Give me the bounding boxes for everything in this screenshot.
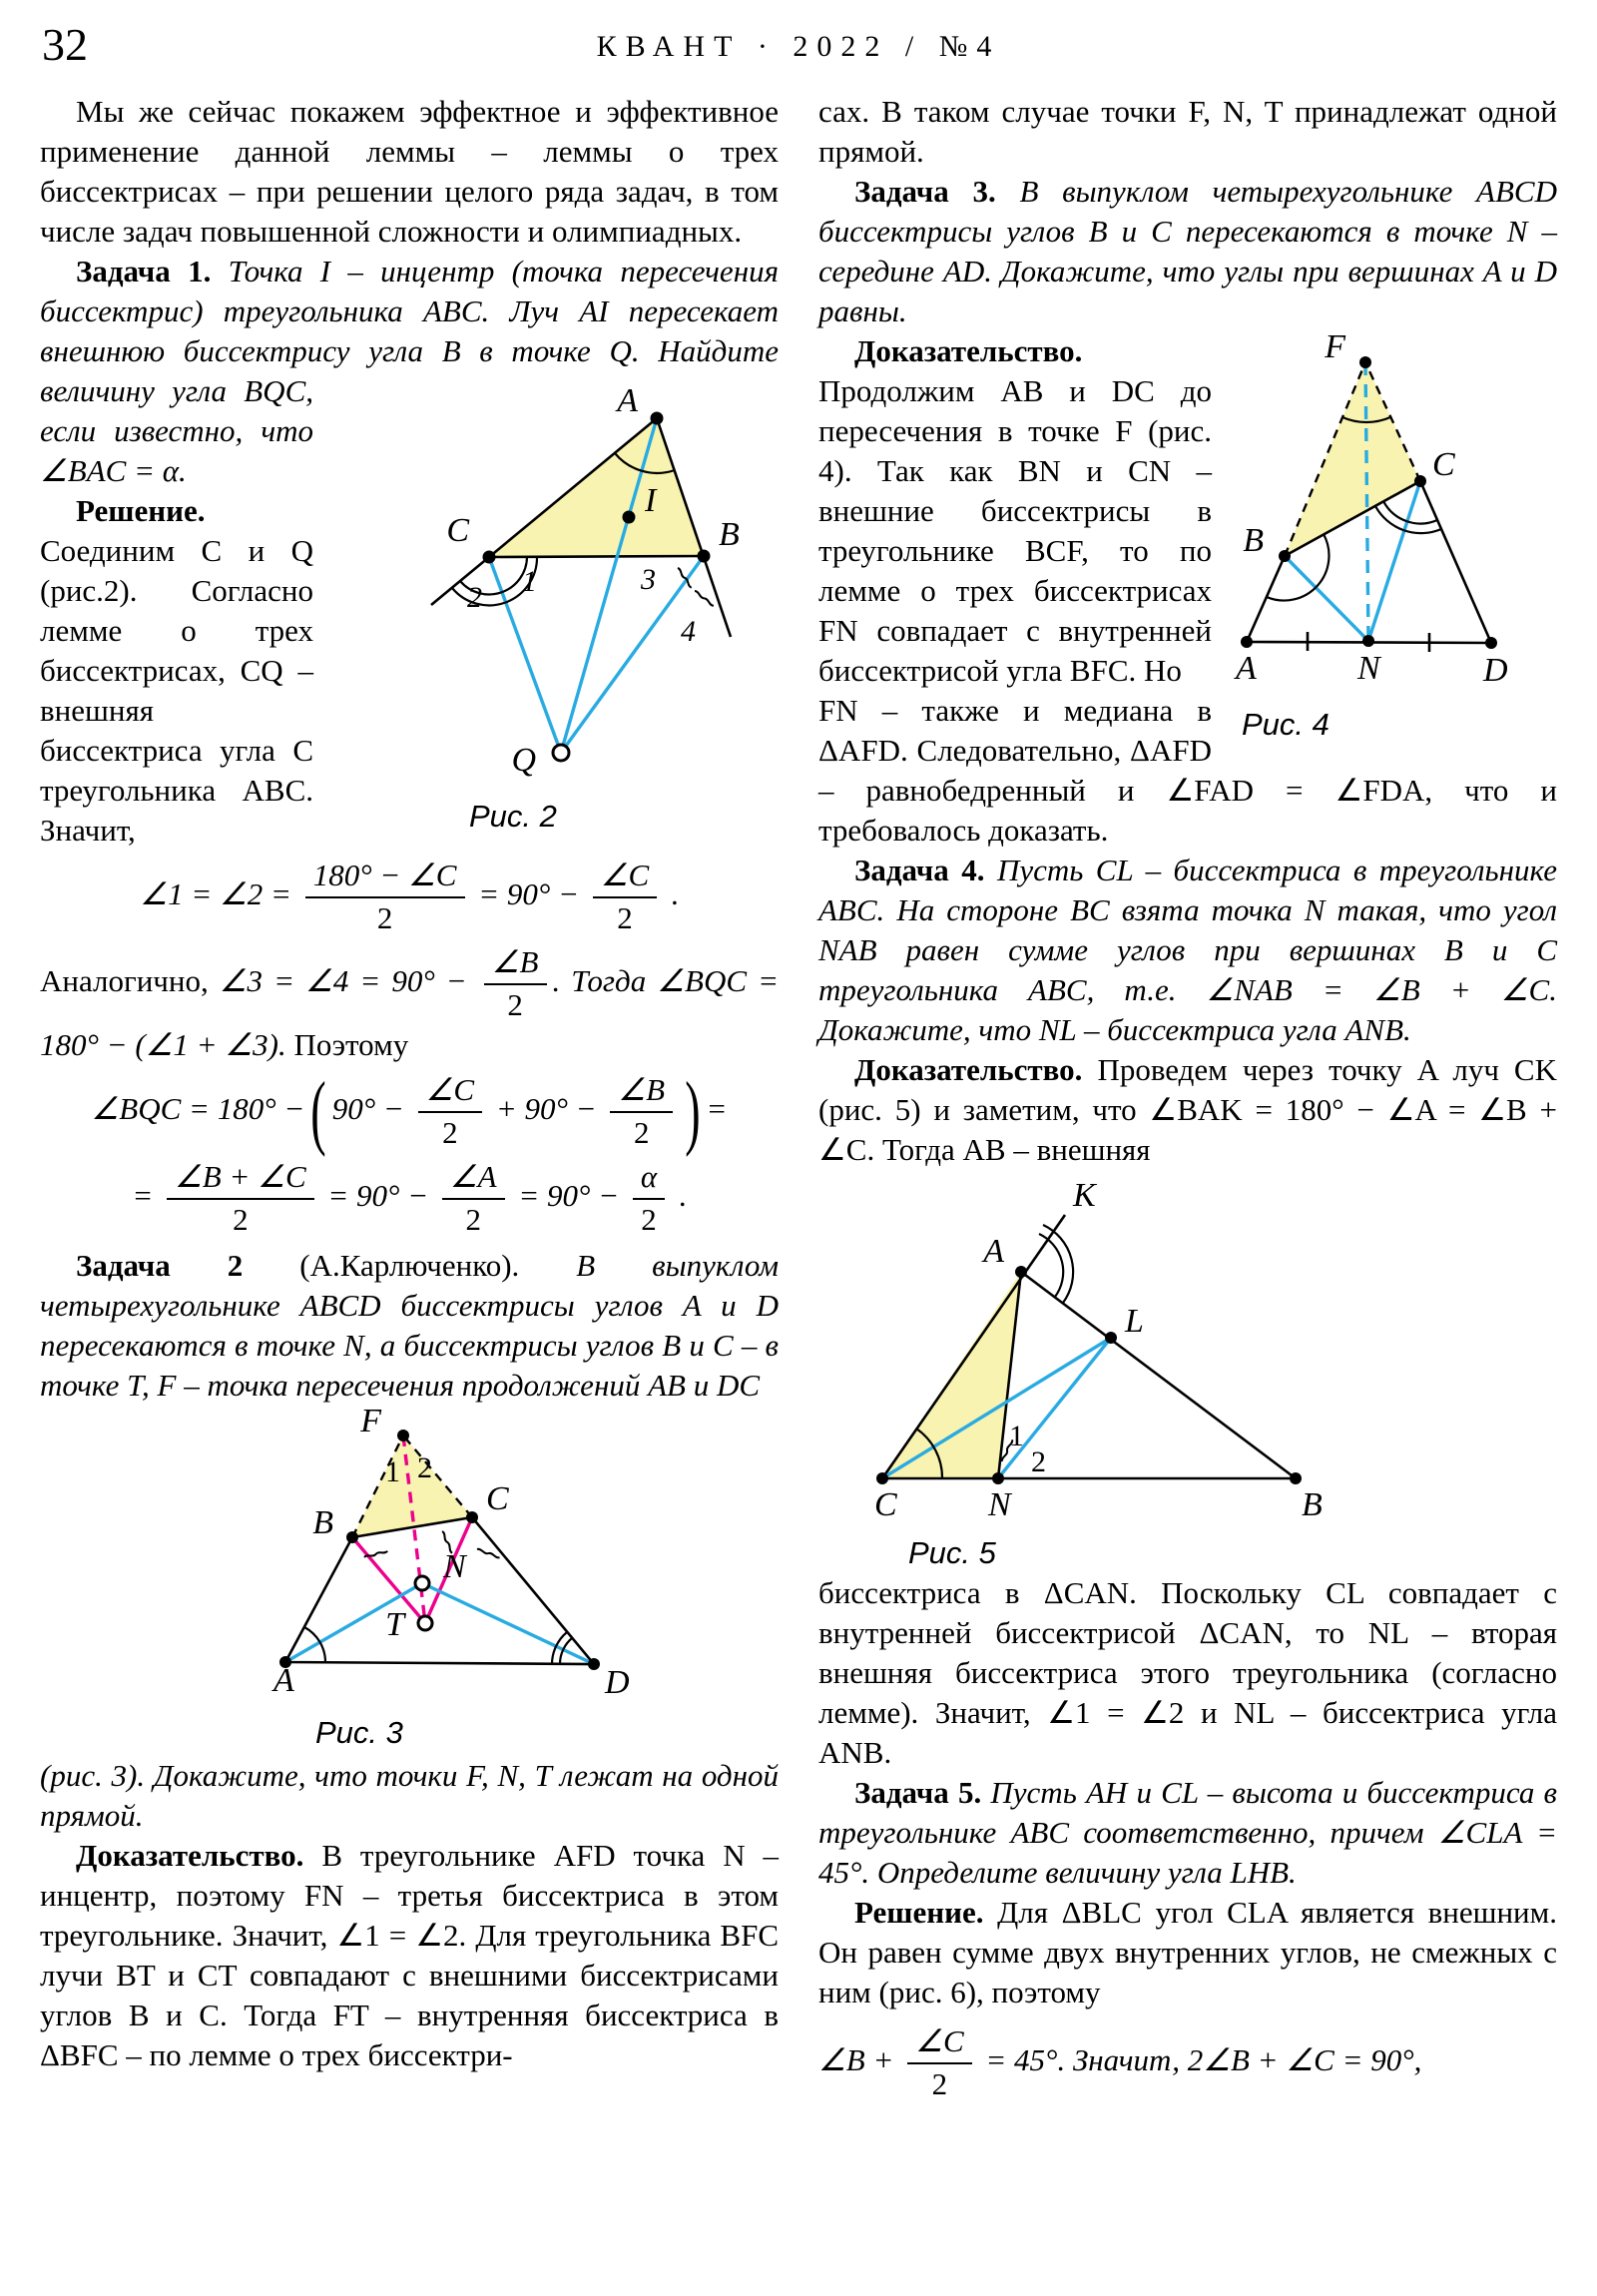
analog-word: Аналогично, <box>40 963 209 999</box>
formula-bqc-result <box>40 1158 779 1239</box>
task4-paragraph <box>818 851 1557 1050</box>
f3-lhs: ∠BQC = 180° − <box>91 1090 305 1126</box>
analog-math2: ∠BQC = 180° − (∠1 + ∠3). <box>40 963 780 1062</box>
fig3-label-A: A <box>273 1661 294 1699</box>
fig2-label-4: 4 <box>681 615 696 648</box>
fig2-triangle-fill <box>489 418 704 557</box>
proof2-lead: Доказательство. <box>76 1837 304 1873</box>
fig5-label-1: 1 <box>1009 1420 1024 1452</box>
fig2-label-A: A <box>617 382 638 419</box>
f4-period: . <box>678 1178 687 1214</box>
fig3-label-1: 1 <box>385 1454 400 1488</box>
task3-text: В выпуклом четырехугольнике ABCD биссектрисы углов B и C пересекаются в точке N – середине AD. Докажите, что углы при вершинах A и D равны. <box>818 174 1557 328</box>
fig3-label-F: F <box>360 1409 381 1439</box>
fig3-angle-arcs <box>304 1627 572 1664</box>
proof4-text: Проведем через точку A луч CK (рис. 5) и заметим, что ∠BAK = 180° − ∠A = ∠B + ∠C. Тогда AB – внешняя <box>818 1052 1557 1167</box>
continuation-paragraph: сах. В таком случае точки F, N, T принадлежат одной прямой. <box>818 94 1557 169</box>
fig3-label-B: B <box>312 1503 333 1541</box>
f3-frac1: $\frac{\angle C}{2}$ <box>418 1073 482 1150</box>
f5-lhs: ∠B + <box>818 2041 894 2077</box>
f4-m2: = 90° − <box>518 1178 620 1214</box>
task2-lead: Задача 2 <box>76 1247 244 1283</box>
formula-task5 <box>818 2022 1557 2103</box>
formula-bqc-expanded: ∠BQC = 180° − ( 90° − $\frac{\angle C}{2}$ + 90° − $\frac{\angle B}{2}$ ) = <box>91 1064 728 1158</box>
task2-text: В выпуклом четырехугольнике ABCD биссектрисы углов A и D пересекаются в точке N, а биссектрисы углов B и C – в точке T, F – точка пересечения продолжений AB и DC <box>40 1247 780 1403</box>
f1-frac1: $\frac{180^\circ - \angle C}{2}$ <box>305 859 465 935</box>
left-column <box>40 92 779 2113</box>
f3-a: 90° − <box>331 1090 404 1126</box>
task5-paragraph <box>818 1773 1557 1893</box>
task4-text: Пусть CL – биссектриса в треугольнике ABC. На стороне BC взята точка N такая, что угол NAB равен сумме углов при вершинах B и C треугольника ABC, т.е. ∠NAB = ∠B + ∠C. Докажите, что NL – биссектриса угла ANB. <box>818 853 1557 1047</box>
f4-m1: = 90° − <box>327 1178 429 1214</box>
fig4-label-F: F <box>1325 335 1345 365</box>
f3-frac2: $\frac{\angle B}{2}$ <box>610 1073 673 1150</box>
right-column <box>818 92 1557 2113</box>
proof2-text: В треугольнике AFD точка N – инцентр, поэтому FN – третья биссектриса в этом треугольнике. Значит, ∠1 = ∠2. Для треугольника BFC лучи BT и CT совпадают с внешними биссектрисами углов B и C. Тогда FT – внутренняя биссектриса в ΔBFC – по лемме о трех биссектри- <box>40 1837 779 2072</box>
solution1-text: Соединим C и Q (рис.2). Согласно лемме о трех биссектрисах, CQ – внешняя биссектриса угла C треугольника ABC. Значит, <box>40 533 313 848</box>
figure-3-box <box>160 1410 659 1754</box>
fig3-label-T: T <box>385 1605 404 1643</box>
fig3-label-C: C <box>486 1479 509 1517</box>
page-number: 32 <box>42 19 88 70</box>
header-separator: · <box>757 30 777 63</box>
task3-paragraph <box>818 172 1557 331</box>
analog-frac: $\frac{\angle B}{2}$ <box>484 945 547 1022</box>
figure-4-floatbox <box>1228 335 1557 745</box>
page-header <box>0 0 1597 92</box>
fig5-label-L: L <box>1125 1303 1144 1340</box>
fig5-caption: Рис. 5 <box>908 1535 996 1570</box>
fig2-label-B: B <box>719 516 740 553</box>
analog-paragraph <box>40 943 779 1064</box>
proof4-paragraph <box>818 1050 1557 1170</box>
fig2-label-I: I <box>645 482 657 519</box>
solution5-text: Для ΔBLC угол CLA является внешним. Он равен сумме двух внутренних углов, не смежных с ним (рис. 6), поэтому <box>818 1895 1557 2009</box>
solution1-lead: Решение. <box>76 493 206 528</box>
fig3-label-N: N <box>443 1547 466 1585</box>
two-column-layout <box>0 92 1597 2113</box>
fig5-label-N: N <box>988 1486 1011 1523</box>
fig2-label-3: 3 <box>641 563 656 596</box>
solution5-lead: Решение. <box>854 1895 984 1930</box>
task4-lead: Задача 4. <box>854 853 985 887</box>
fig3-triangle-fill <box>352 1435 472 1537</box>
bisector-can-paragraph: биссектриса в ΔCAN. Поскольку CL совпадает с внутренней биссектрисой ΔCAN, то NL – вторая внешняя биссектриса этого треугольника (согласно лемме). Значит, ∠1 = ∠2 и NL – биссектриса угла ANB. <box>818 1575 1557 1770</box>
f4-frac2: $\frac{\angle A}{2}$ <box>442 1160 505 1237</box>
solution5-paragraph <box>818 1893 1557 2012</box>
fig2-label-1: 1 <box>522 565 537 598</box>
f1-mid: = 90° − <box>478 875 579 911</box>
fig2-points <box>483 412 711 762</box>
fig4-label-B: B <box>1243 522 1264 559</box>
fig2-caption: Рис. 2 <box>469 799 557 834</box>
figure-5 <box>828 1172 1567 1571</box>
analog-math1: ∠3 = ∠4 = 90° − <box>219 963 467 999</box>
journal-title <box>0 30 1597 64</box>
proof3-paragraph <box>818 331 1557 742</box>
analog-therefore: Поэтому <box>293 1026 409 1062</box>
fig3-caption: Рис. 3 <box>315 1714 403 1750</box>
proof3-lead: Доказательство. <box>854 333 1083 368</box>
figure-2-floatbox <box>329 375 779 845</box>
journal-name: КВАНТ <box>596 30 742 63</box>
task2-paragraph <box>40 1246 779 1406</box>
f3-b: + 90° − <box>495 1090 597 1126</box>
task2-end-paragraph: (рис. 3). Докажите, что точки F, N, T лежат на одной прямой. <box>40 1757 779 1833</box>
fig5-label-C: C <box>874 1486 897 1523</box>
fig3-points <box>279 1430 600 1670</box>
fig3-label-D: D <box>605 1663 630 1701</box>
fig2-label-2: 2 <box>467 581 482 614</box>
fig2-label-C: C <box>446 512 469 549</box>
task1-text-b: угла B в точке Q. Найдите величину угла BQC, если известно, что ∠BAC = α. <box>40 333 779 488</box>
formula-angles-1-2 <box>40 857 779 937</box>
proof3-text: Продолжим AB и DC до пересечения в точке F (рис. 4). Так как BN и CN – внешние биссектрисы в треугольнике BCF, то по лемме о трех биссектрисах FN совпадает с внутренней биссектрисой угла BFC. Но <box>818 373 1212 688</box>
fig3-blue-bisectors <box>285 1583 594 1664</box>
f4-frac1: $\frac{\angle B + \angle C}{2}$ <box>167 1160 314 1237</box>
fig5-label-A: A <box>983 1233 1004 1270</box>
fig3-angle-squiggles <box>364 1530 500 1557</box>
figure-2 <box>329 375 779 845</box>
fig4-label-D: D <box>1483 652 1508 689</box>
fig3-label-2: 2 <box>417 1450 432 1484</box>
intro-paragraph: Мы же сейчас покажем эффектное и эффективное применение данной леммы – леммы о трех биссектрисах – при решении целого ряда задач, в том числе задач повышенной сложности и олимпиадных. <box>40 94 779 249</box>
f3-eq: = <box>706 1090 728 1126</box>
f1-period: . <box>670 875 679 911</box>
task3-lead: Задача 3. <box>854 174 996 209</box>
proof4-lead: Доказательство. <box>854 1052 1083 1087</box>
f1-lhs: ∠1 = ∠2 = <box>140 875 291 911</box>
f1-frac2: $\frac{\angle C}{2}$ <box>593 859 657 935</box>
fig2-label-Q: Q <box>511 742 536 779</box>
analog-then: . Тогда <box>552 963 647 999</box>
fig4-caption: Рис. 4 <box>1242 707 1330 742</box>
fig5-label-2: 2 <box>1031 1445 1046 1478</box>
fig4-label-A: A <box>1236 650 1257 687</box>
figure-4 <box>1228 335 1557 745</box>
f4-frac3: $\frac{\alpha}{2}$ <box>633 1160 665 1237</box>
f5-frac: $\frac{\angle C}{2}$ <box>907 2024 971 2101</box>
proof2-paragraph <box>40 1836 779 2075</box>
fig4-label-N: N <box>1357 650 1380 687</box>
f5-rhs: = 45°. Значит, 2∠B + ∠C = 90°, <box>985 2041 1422 2077</box>
fig5-label-K: K <box>1073 1177 1096 1214</box>
task1-lead: Задача 1. <box>76 254 212 288</box>
journal-issue: 2022 / №4 <box>793 30 1001 63</box>
task5-text: Пусть AH и CL – высота и биссектриса в треугольнике ABC соответственно, причем ∠CLA = 45°. Определите величину угла LHB. <box>818 1775 1557 1890</box>
figure-5-box <box>828 1172 1557 1571</box>
f4-eq: = <box>132 1178 154 1214</box>
figure-3 <box>160 1410 659 1754</box>
fig5-label-B: B <box>1302 1486 1323 1523</box>
task2-author: (А.Карлюченко). <box>299 1247 520 1283</box>
fig2-labels <box>446 382 740 779</box>
fn-median-paragraph: FN – также и медиана в ΔAFD. Следовательно, ΔAFD – равнобедренный и ∠FAD = ∠FDA, что и требовалось доказать. <box>818 693 1557 848</box>
task1-text-a: Точка I – инцентр (точка пересечения биссектрис) треугольника ABC. Луч AI пересекает внешнюю биссектрису <box>40 254 779 368</box>
fig4-label-C: C <box>1432 446 1455 483</box>
task5-lead: Задача 5. <box>854 1775 982 1810</box>
